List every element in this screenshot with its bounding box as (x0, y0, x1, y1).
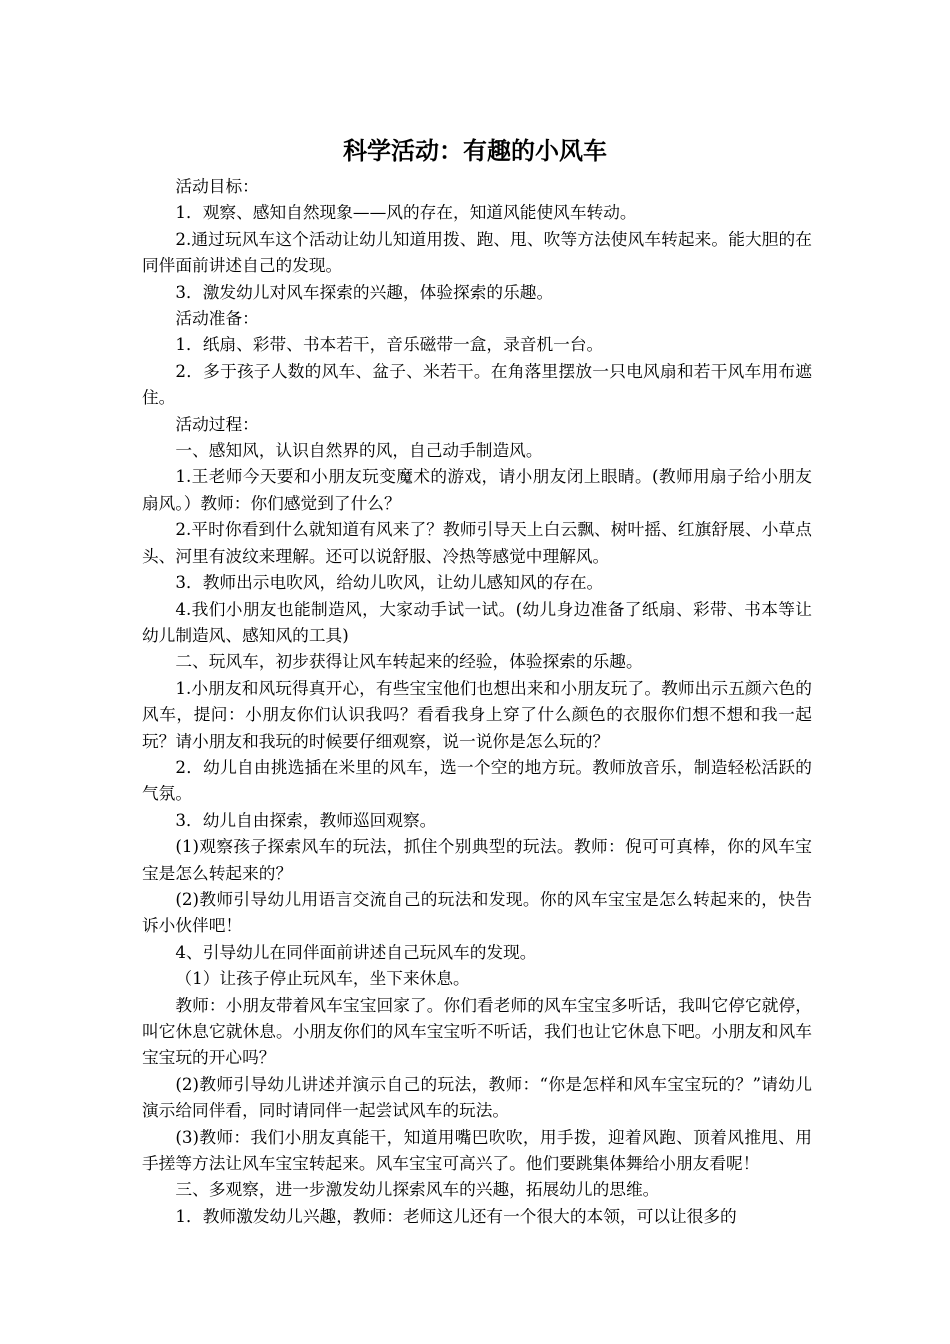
paragraph-21: （1）让孩子停止玩风车，坐下来休息。 (175, 968, 470, 989)
paragraph-16: 2．幼儿自由挑选插在米里的风车，选一个空的地方玩。教师放音乐，制造轻松活跃的气氛。 (142, 756, 812, 804)
paragraph-6: 1．纸扇、彩带、书本若干，音乐磁带一盒，录音机一台。 (175, 334, 604, 355)
paragraph-14: 二、玩风车，初步获得让风车转起来的经验，体验探索的乐趣。 (175, 651, 643, 672)
paragraph-10: 1.王老师今天要和小朋友玩变魔术的游戏，请小朋友闭上眼睛。(教师用扇子给小朋友扇风。）教师：你们感觉到了什么？ (142, 466, 812, 513)
paragraph-25: 三、多观察，进一步激发幼儿探索风车的兴趣，拓展幼儿的思维。 (175, 1179, 660, 1200)
paragraph-17: 3．幼儿自由探索，教师巡回观察。 (175, 809, 437, 830)
paragraph-20: 4、引导幼儿在同伴面前讲述自己玩风车的发现。 (175, 941, 537, 962)
paragraph-19: (2)教师引导幼儿用语言交流自己的玩法和发现。你的风车宝宝是怎么转起来的，快告诉小伙伴吧！ (142, 888, 812, 936)
paragraph-18: (1)观察孩子探索风车的玩法，抓住个别典型的玩法。教师：倪可可真棒，你的风车宝宝是怎么转起来的？ (142, 836, 812, 883)
paragraph-5: 活动准备： (175, 308, 259, 329)
paragraph-3: 2.通过玩风车这个活动让幼儿知道用拨、跑、甩、吹等方法使风车转起来。能大胆的在同伴面前讲述自己的发现。 (142, 228, 812, 276)
paragraph-7: 2．多于孩子人数的风车、盆子、米若干。在角落里摆放一只电风扇和若干风车用布遮住。 (142, 360, 812, 408)
paragraph-12: 3．教师出示电吹风，给幼儿吹风，让幼儿感知风的存在。 (175, 572, 604, 593)
paragraph-15: 1.小朋友和风玩得真开心，有些宝宝他们也想出来和小朋友玩了。教师出示五颜六色的风车，提问：小朋友你们认识我吗？看看我身上穿了什么颜色的衣服你们想不想和我一起玩？请小朋友和我玩的时候要仔细观察，说一说你是怎么玩的？ (142, 677, 812, 751)
paragraph-1: 活动目标： (175, 176, 259, 196)
paragraph-4: 3．激发幼儿对风车探索的兴趣，体验探索的乐趣。 (175, 281, 554, 302)
document-body (142, 173, 812, 1229)
paragraph-2: 1．观察、感知自然现象——风的存在，知道风能使风车转动。 (175, 202, 637, 223)
paragraph-26: 1．教师激发幼儿兴趣，教师：老师这儿还有一个很大的本领，可以让很多的 (175, 1205, 737, 1226)
paragraph-13: 4.我们小朋友也能制造风，大家动手试一试。(幼儿身边准备了纸扇、彩带、书本等让幼儿制造风、感知风的工具) (142, 598, 812, 645)
paragraph-22: 教师：小朋友带着风车宝宝回家了。你们看老师的风车宝宝多听话，我叫它停它就停，叫它休息它就休息。小朋友你们的风车宝宝听不听话，我们也让它休息下吧。小朋友和风车宝宝玩的开心吗？ (142, 994, 812, 1068)
paragraph-9: 一、感知风，认识自然界的风，自己动手制造风。 (175, 440, 543, 461)
document-title: 科学活动：有趣的小风车 (343, 137, 607, 165)
paragraph-11: 2.平时你看到什么就知道有风来了？教师引导天上白云飘、树叶摇、红旗舒展、小草点头、河里有波纹来理解。还可以说舒服、冷热等感觉中理解风。 (142, 519, 812, 566)
paragraph-8: 活动过程： (175, 413, 259, 434)
paragraph-23: (2)教师引导幼儿讲述并演示自己的玩法，教师：“你是怎样和风车宝宝玩的？”请幼儿演示给同伴看，同时请同伴一起尝试风车的玩法。 (142, 1073, 812, 1121)
paragraph-24: (3)教师：我们小朋友真能干，知道用嘴巴吹吹，用手拨，迎着风跑、顶着风推甩、用手搓等方法让风车宝宝转起来。风车宝宝可高兴了。他们要跳集体舞给小朋友看呢！ (142, 1126, 812, 1174)
